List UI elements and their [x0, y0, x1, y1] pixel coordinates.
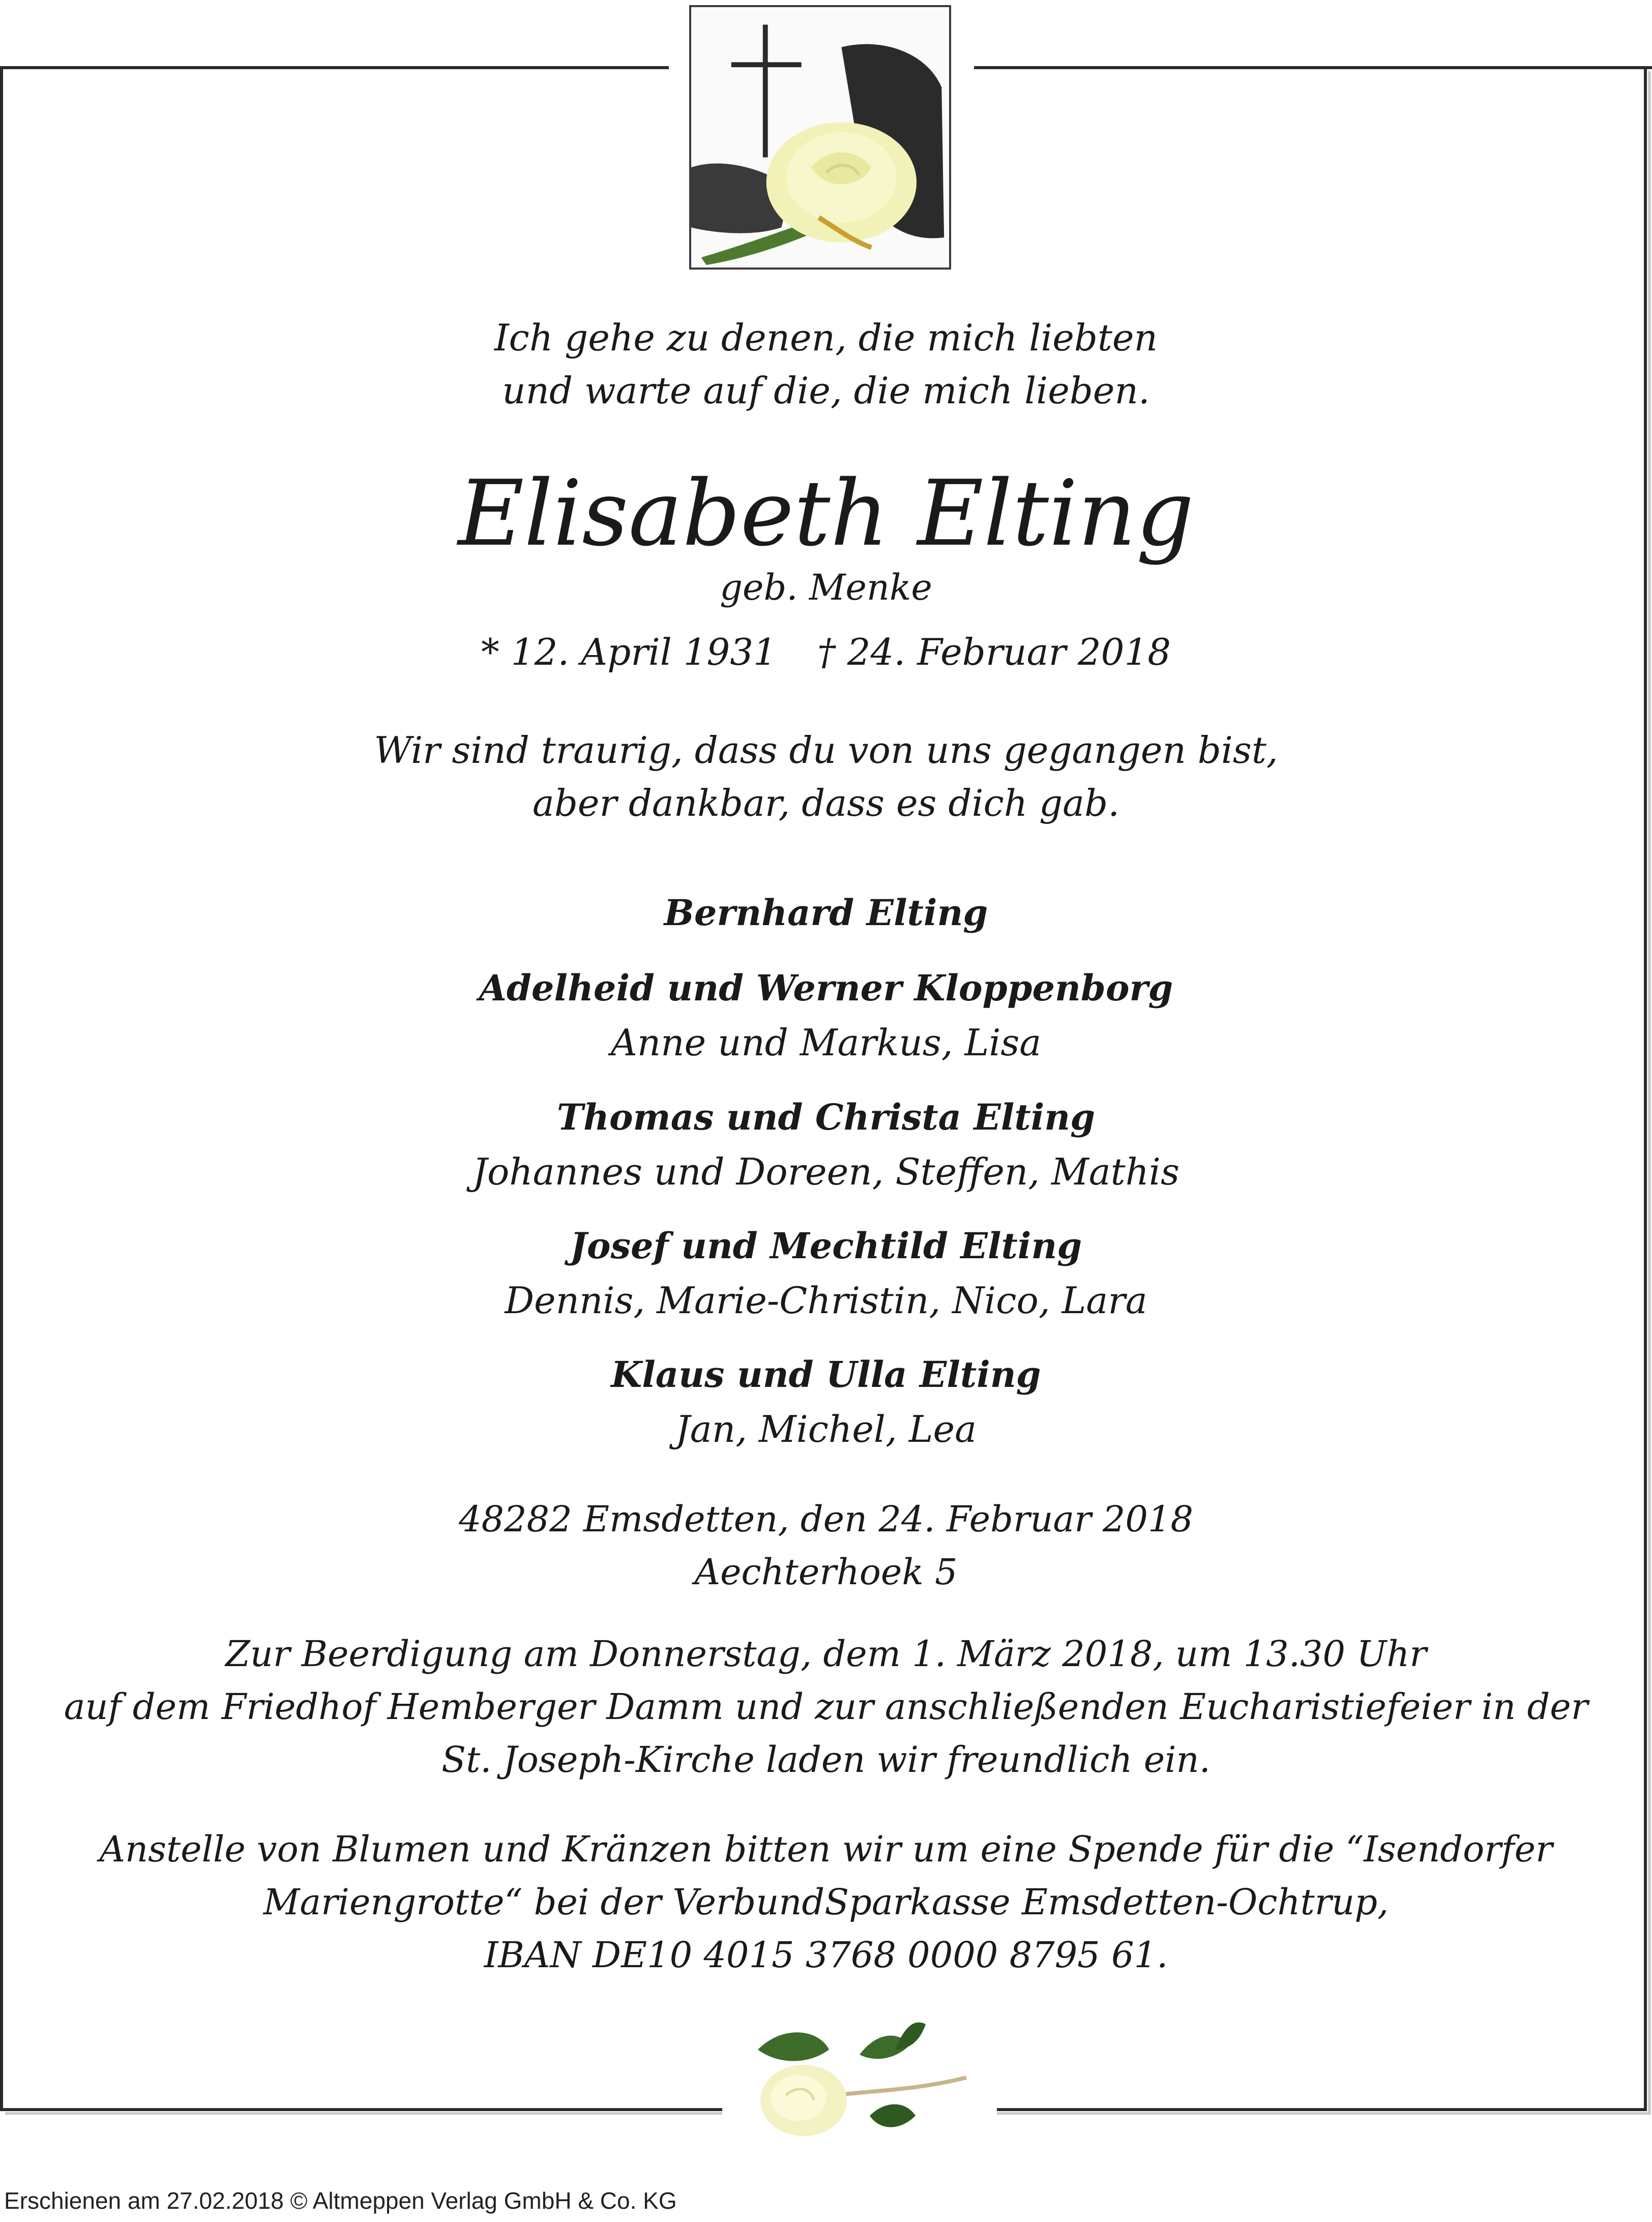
maiden-name: geb. Menke: [720, 567, 932, 608]
funeral-notice: [0, 1627, 1652, 1786]
funeral-line-2: auf dem Friedhof Hemberger Damm und zur anschließenden Eucharistiefeier in der: [64, 1686, 1588, 1728]
place-and-date: [0, 1493, 1652, 1598]
opening-quote-line-2: und warte auf die, die mich lieben.: [502, 369, 1150, 412]
frame-shadow-bottom: [5, 2112, 722, 2115]
funeral-line-3: St. Joseph-Kirche laden wir freundlich ein.: [441, 1739, 1211, 1781]
family-children-3: Johannes und Doreen, Steffen, Mathis: [473, 1150, 1179, 1193]
family-member-3: Thomas und Christa Elting: [556, 1096, 1096, 1138]
donation-line-3: IBAN DE10 4015 3768 0000 8795 61.: [484, 1934, 1168, 1976]
frame-top-left: [0, 66, 669, 69]
birth-date: * 12. April 1931: [481, 631, 777, 673]
family-member-2: Adelheid und Werner Kloppenborg: [479, 967, 1173, 1009]
middle-quote-line-1: Wir sind traurig, dass du von uns gegangen bist,: [374, 729, 1278, 772]
family-member-1: Bernhard Elting: [664, 892, 988, 934]
address-line-2: Aechterhoek 5: [694, 1551, 958, 1593]
family-children-2: Anne und Markus, Lisa: [610, 1021, 1042, 1064]
frame-shadow-bottom-right: [997, 2112, 1651, 2115]
family-children-5: Jan, Michel, Lea: [675, 1408, 977, 1450]
family-member-5: Klaus und Ulla Elting: [611, 1353, 1041, 1396]
rose-icon: [743, 2014, 977, 2156]
cross-rose-icon: [691, 7, 949, 268]
frame-bottom-left: [0, 2108, 722, 2111]
donation-line-2: Mariengrotte“ bei der VerbundSparkasse Emsdetten-Ochtrup,: [263, 1881, 1389, 1923]
middle-quote: [0, 724, 1652, 829]
family-children-4: Dennis, Marie-Christin, Nico, Lara: [505, 1279, 1147, 1322]
death-date: † 24. Februar 2018: [817, 631, 1171, 673]
opening-quote: [0, 311, 1652, 417]
life-dates: [0, 627, 1652, 677]
frame-bottom-right: [997, 2108, 1647, 2111]
cross-rose-image: [689, 5, 951, 270]
family-member-4: Josef und Mechtild Elting: [570, 1225, 1082, 1267]
donation-notice: [0, 1823, 1652, 1981]
deceased-name: Elisabeth Elting: [458, 461, 1194, 566]
funeral-line-1: Zur Beerdigung am Donnerstag, dem 1. März 2018, um 13.30 Uhr: [225, 1633, 1427, 1675]
middle-quote-line-2: aber dankbar, dass es dich gab.: [532, 782, 1120, 824]
opening-quote-line-1: Ich gehe zu denen, die mich liebten: [494, 316, 1158, 359]
address-line-1: 48282 Emsdetten, den 24. Februar 2018: [458, 1498, 1194, 1540]
donation-line-1: Anstelle von Blumen und Kränzen bitten wir um eine Spende für die “Isendorfer: [99, 1828, 1553, 1870]
frame-top-right: [974, 66, 1652, 69]
publication-footer: Erschienen am 27.02.2018 © Altmeppen Verlag GmbH & Co. KG: [4, 2187, 677, 2214]
